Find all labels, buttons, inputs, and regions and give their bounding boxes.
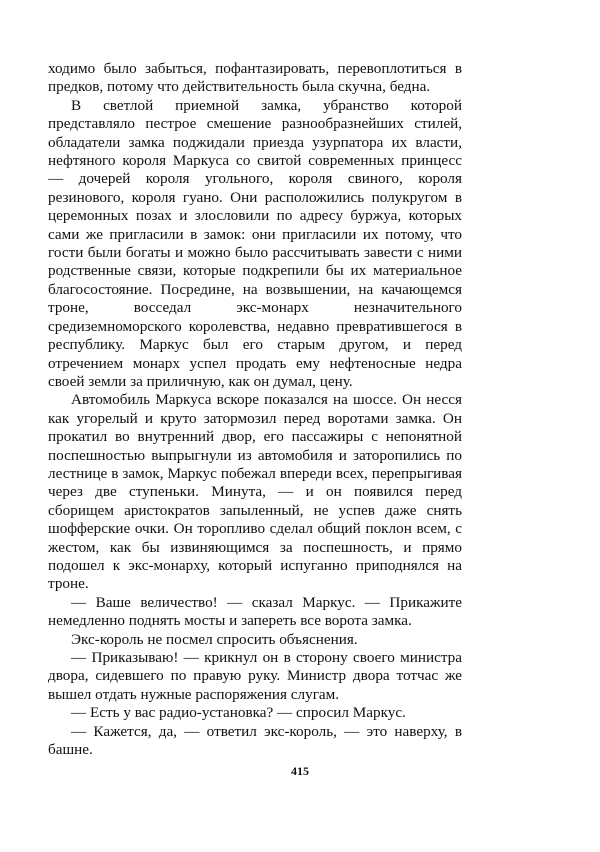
page-number: 415	[291, 764, 309, 778]
paragraph-dialogue-radio: — Есть у вас радио-установка? — спросил Маркус.	[71, 704, 406, 722]
body-text	[48, 60, 462, 759]
paragraph-dialogue-tower: — Кажется, да, — ответил экс-король, — это наверху, в башне.	[48, 722, 462, 759]
paragraph-markus-arrival: Автомобиль Маркуса вскоре показался на шоссе. Он несся как угорелый и круто затормозил перед воротами замка. Он прокатил во внутренний двор, его пассажиры с непонятной поспешностью выпрыгнули из автомобиля и заторопились по лестнице в замок, Маркус побежал впереди всех, перепрыгивая через две ступеньки. Минута, — и он появился перед сборищем аристократов запыленный, не успев даже снять шофферские очки. Он торопливо сделал общий поклон всем, с жестом, как бы извиняющимся за поспешность, и прямо подошел к экс-монарху, который испуганно приподнялся на троне.	[48, 391, 462, 593]
paragraph-continuation: ходимо было забыться, пофантазировать, перевоплотиться в предков, потому что действительность была скучна, бедна.	[48, 60, 462, 96]
paragraph-dialogue-order: — Приказываю! — крикнул он в сторону своего министра двора, сидевшего по правую руку. Министр двора тотчас же вышел отдать нужные распоряжения слугам.	[48, 649, 462, 703]
paragraph-ex-king: Экс-король не посмел спросить объяснения.	[71, 630, 358, 648]
paragraph-castle-reception: В светлой приемной замка, убранство которой представляло пестрое смешение разнообразнейших стилей, обладатели замка поджидали приезда узурпатора их власти, нефтяного короля Маркуса со свитой современных принцесс — дочерей короля угольного, короля свиного, короля резинового, короля гуано. Они расположились полукругом в церемонных позах и злословили по адресу буржуа, которых сами же пригласили в замок: они пригласили их потому, что гости были богаты и можно было рассчитывать завести с ними родственные связи, которые подкрепили бы их материальное благосостояние. Посредине, на возвышении, на качающемся троне, восседал экс-монарх незначительного средиземноморского королевства, недавно превратившегося в республику. Маркус был его старым другом, и перед отречением монарх успел продать ему нефтеносные недра своей земли за приличную, как он думал, цену.	[48, 96, 462, 390]
paragraph-dialogue-majesty: — Ваше величество! — сказал Маркус. — Прикажите немедленно поднять мосты и запереть все ворота замка.	[48, 593, 462, 630]
